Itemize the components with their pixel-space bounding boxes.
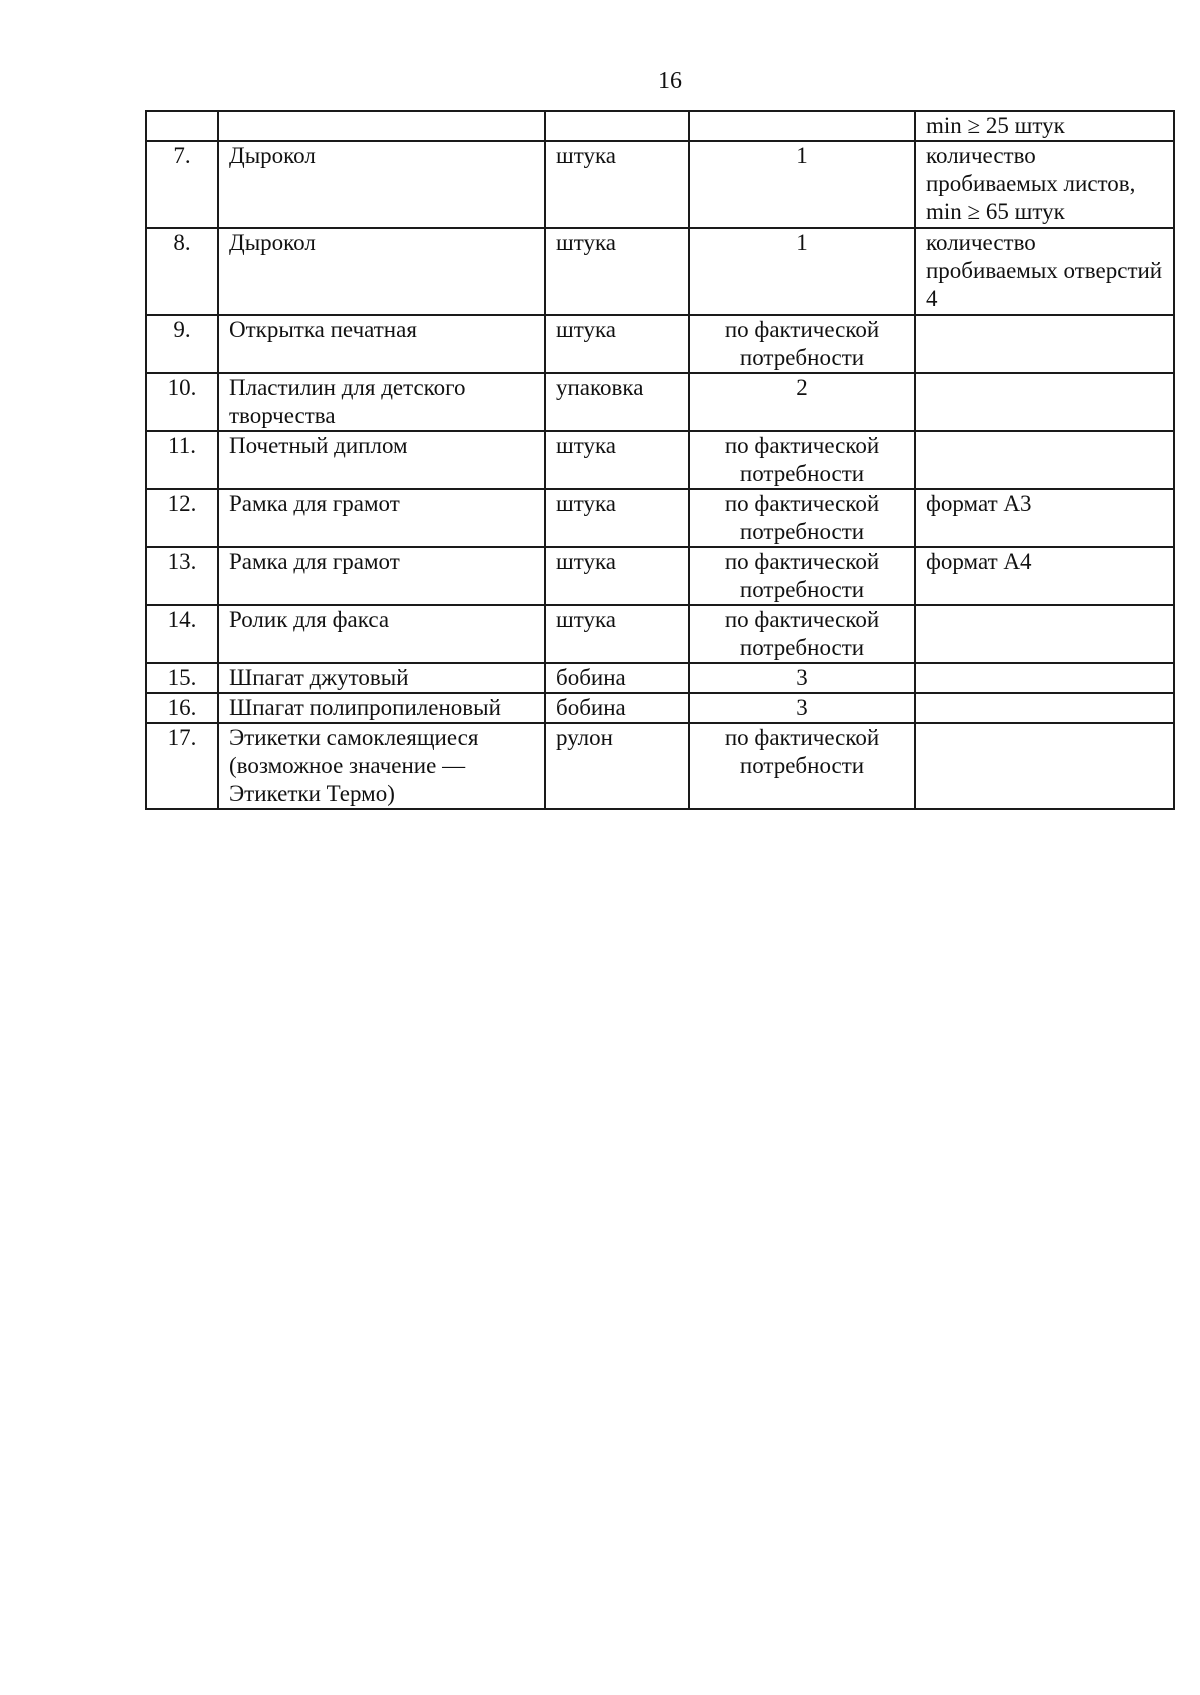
table-row: [146, 315, 1174, 373]
row-number: 9.: [146, 315, 218, 373]
item-unit: штука: [545, 315, 689, 373]
item-unit: [545, 111, 689, 141]
item-note: [915, 693, 1174, 723]
item-unit: штука: [545, 489, 689, 547]
supply-table: [145, 110, 1175, 810]
table-row: [146, 723, 1174, 809]
table-row: [146, 228, 1174, 315]
row-number: 8.: [146, 228, 218, 315]
item-quantity: по фактической потребности: [689, 489, 915, 547]
item-note: [915, 431, 1174, 489]
item-quantity: 2: [689, 373, 915, 431]
item-note: min ≥ 25 штук: [915, 111, 1174, 141]
item-quantity: по фактической потребности: [689, 723, 915, 809]
row-number: 16.: [146, 693, 218, 723]
item-unit: бобина: [545, 663, 689, 693]
row-number: 11.: [146, 431, 218, 489]
item-unit: штука: [545, 431, 689, 489]
item-quantity: 1: [689, 228, 915, 315]
row-number: 17.: [146, 723, 218, 809]
item-unit: штука: [545, 228, 689, 315]
table-row: [146, 141, 1174, 228]
item-name: Шпагат джутовый: [218, 663, 545, 693]
item-quantity: по фактической потребности: [689, 605, 915, 663]
item-name: Этикетки самоклеящиеся (возможное значение — Этикетки Термо): [218, 723, 545, 809]
row-number: 12.: [146, 489, 218, 547]
item-name: Ролик для факса: [218, 605, 545, 663]
row-number: 7.: [146, 141, 218, 228]
item-note: формат А3: [915, 489, 1174, 547]
item-unit: штука: [545, 547, 689, 605]
item-note: количество пробиваемых отверстий 4: [915, 228, 1174, 315]
item-name: Дырокол: [218, 141, 545, 228]
item-name: Рамка для грамот: [218, 489, 545, 547]
item-unit: бобина: [545, 693, 689, 723]
item-note: [915, 663, 1174, 693]
item-name: Открытка печатная: [218, 315, 545, 373]
table-row: [146, 663, 1174, 693]
row-number: 14.: [146, 605, 218, 663]
item-quantity: по фактической потребности: [689, 315, 915, 373]
table-row: [146, 693, 1174, 723]
item-quantity: 3: [689, 663, 915, 693]
item-name: Дырокол: [218, 228, 545, 315]
item-unit: штука: [545, 141, 689, 228]
item-note: [915, 315, 1174, 373]
item-quantity: 1: [689, 141, 915, 228]
table-row: [146, 111, 1174, 141]
table-row: [146, 605, 1174, 663]
page-number: 16: [658, 68, 682, 94]
item-name: [218, 111, 545, 141]
row-number: [146, 111, 218, 141]
item-name: Шпагат полипропиленовый: [218, 693, 545, 723]
item-quantity: по фактической потребности: [689, 547, 915, 605]
item-note: [915, 605, 1174, 663]
item-note: [915, 723, 1174, 809]
item-name: Пластилин для детского творчества: [218, 373, 545, 431]
item-quantity: 3: [689, 693, 915, 723]
item-name: Рамка для грамот: [218, 547, 545, 605]
table-row: [146, 431, 1174, 489]
item-quantity: по фактической потребности: [689, 431, 915, 489]
row-number: 13.: [146, 547, 218, 605]
item-unit: штука: [545, 605, 689, 663]
table-row: [146, 373, 1174, 431]
item-unit: упаковка: [545, 373, 689, 431]
table-row: [146, 547, 1174, 605]
row-number: 10.: [146, 373, 218, 431]
table-row: [146, 489, 1174, 547]
item-name: Почетный диплом: [218, 431, 545, 489]
item-unit: рулон: [545, 723, 689, 809]
item-note: количество пробиваемых листов, min ≥ 65 штук: [915, 141, 1174, 228]
row-number: 15.: [146, 663, 218, 693]
item-note: [915, 373, 1174, 431]
item-note: формат А4: [915, 547, 1174, 605]
item-quantity: [689, 111, 915, 141]
